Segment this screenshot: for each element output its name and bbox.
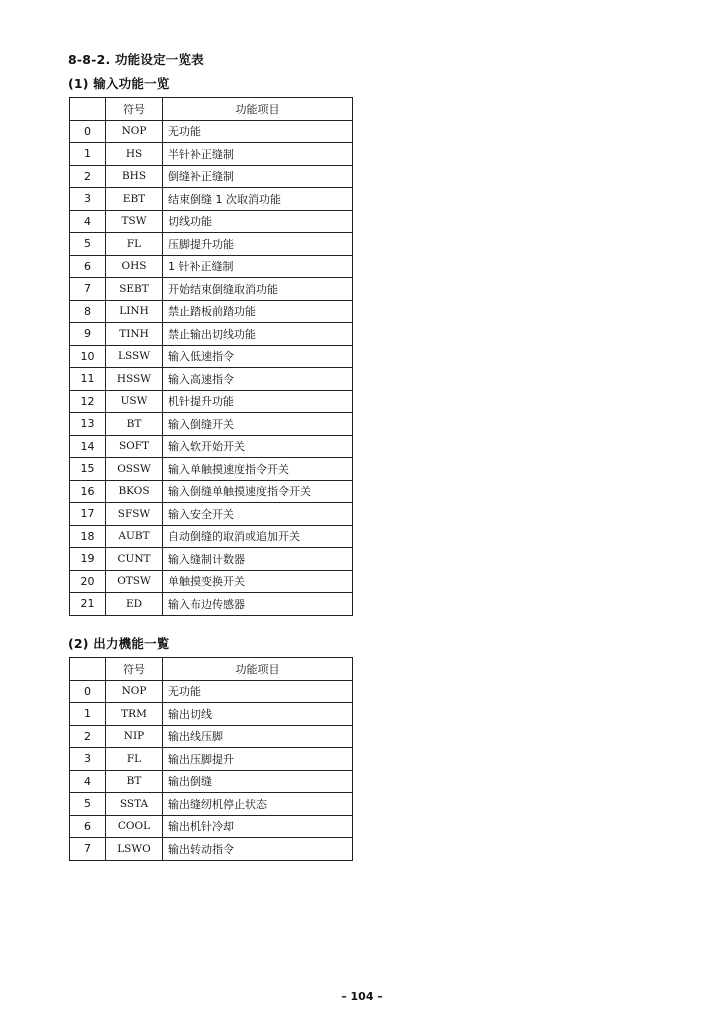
row-function: 压脚提升功能 bbox=[163, 233, 353, 256]
row-number: 15 bbox=[70, 458, 106, 481]
table-row bbox=[70, 233, 353, 256]
row-function: 输出压脚提升 bbox=[163, 748, 353, 771]
row-symbol: TSW bbox=[106, 210, 163, 233]
row-function: 机针提升功能 bbox=[163, 390, 353, 413]
row-function: 输入布边传感器 bbox=[163, 593, 353, 616]
header-symbol: 符号 bbox=[106, 658, 163, 681]
row-number: 7 bbox=[70, 278, 106, 301]
table-row bbox=[70, 458, 353, 481]
row-function: 输出转动指令 bbox=[163, 838, 353, 861]
row-symbol: LINH bbox=[106, 300, 163, 323]
row-symbol: USW bbox=[106, 390, 163, 413]
table-row bbox=[70, 480, 353, 503]
row-symbol: EBT bbox=[106, 188, 163, 211]
table-row bbox=[70, 210, 353, 233]
row-symbol: SOFT bbox=[106, 435, 163, 458]
row-symbol: LSWO bbox=[106, 838, 163, 861]
row-symbol: ED bbox=[106, 593, 163, 616]
table-row bbox=[70, 120, 353, 143]
row-number: 17 bbox=[70, 503, 106, 526]
row-function: 无功能 bbox=[163, 680, 353, 703]
row-function: 输入高速指令 bbox=[163, 368, 353, 391]
output-functions-table bbox=[69, 657, 353, 861]
row-number: 4 bbox=[70, 770, 106, 793]
table-row bbox=[70, 278, 353, 301]
row-symbol: OHS bbox=[106, 255, 163, 278]
row-symbol: NIP bbox=[106, 725, 163, 748]
row-function: 禁止输出切线功能 bbox=[163, 323, 353, 346]
row-function: 输出倒缝 bbox=[163, 770, 353, 793]
table-row bbox=[70, 815, 353, 838]
output-functions-title: (2) 出力機能一覧 bbox=[68, 636, 170, 651]
row-number: 20 bbox=[70, 570, 106, 593]
row-symbol: NOP bbox=[106, 680, 163, 703]
row-function: 1 针补正缝制 bbox=[163, 255, 353, 278]
table-row bbox=[70, 435, 353, 458]
row-number: 1 bbox=[70, 703, 106, 726]
row-number: 5 bbox=[70, 233, 106, 256]
row-number: 6 bbox=[70, 815, 106, 838]
table-row bbox=[70, 703, 353, 726]
row-symbol: FL bbox=[106, 233, 163, 256]
table-row bbox=[70, 300, 353, 323]
row-number: 14 bbox=[70, 435, 106, 458]
row-number: 0 bbox=[70, 120, 106, 143]
row-function: 无功能 bbox=[163, 120, 353, 143]
row-symbol: TRM bbox=[106, 703, 163, 726]
input-functions-title: (1) 输入功能一览 bbox=[68, 76, 170, 91]
table-row bbox=[70, 838, 353, 861]
table-row bbox=[70, 593, 353, 616]
row-function: 输入单触摸速度指令开关 bbox=[163, 458, 353, 481]
input-functions-table bbox=[69, 97, 353, 616]
row-number: 2 bbox=[70, 725, 106, 748]
row-number: 3 bbox=[70, 748, 106, 771]
row-number: 3 bbox=[70, 188, 106, 211]
row-function: 禁止踏板前踏功能 bbox=[163, 300, 353, 323]
table-row bbox=[70, 345, 353, 368]
row-symbol: BKOS bbox=[106, 480, 163, 503]
table-row bbox=[70, 548, 353, 571]
table-row bbox=[70, 680, 353, 703]
table-row bbox=[70, 368, 353, 391]
table-header-row bbox=[70, 658, 353, 681]
row-symbol: BHS bbox=[106, 165, 163, 188]
row-function: 开始结束倒缝取消功能 bbox=[163, 278, 353, 301]
page-number: – 104 – bbox=[341, 990, 383, 1003]
row-function: 输出线压脚 bbox=[163, 725, 353, 748]
row-function: 单触摸变换开关 bbox=[163, 570, 353, 593]
table-row bbox=[70, 143, 353, 166]
row-function: 结束倒缝 1 次取消功能 bbox=[163, 188, 353, 211]
row-number: 4 bbox=[70, 210, 106, 233]
row-function: 自动倒缝的取消或追加开关 bbox=[163, 525, 353, 548]
row-function: 输入倒缝开关 bbox=[163, 413, 353, 436]
table-row bbox=[70, 503, 353, 526]
header-function: 功能项目 bbox=[163, 98, 353, 121]
table-row bbox=[70, 525, 353, 548]
header-function: 功能项目 bbox=[163, 658, 353, 681]
row-symbol: COOL bbox=[106, 815, 163, 838]
header-no bbox=[70, 98, 106, 121]
row-function: 输出机针冷却 bbox=[163, 815, 353, 838]
table-row bbox=[70, 390, 353, 413]
row-function: 切线功能 bbox=[163, 210, 353, 233]
row-number: 11 bbox=[70, 368, 106, 391]
table-row bbox=[70, 413, 353, 436]
row-symbol: BT bbox=[106, 413, 163, 436]
row-symbol: BT bbox=[106, 770, 163, 793]
row-number: 5 bbox=[70, 793, 106, 816]
row-number: 1 bbox=[70, 143, 106, 166]
row-function: 输入低速指令 bbox=[163, 345, 353, 368]
row-number: 18 bbox=[70, 525, 106, 548]
row-number: 16 bbox=[70, 480, 106, 503]
row-number: 9 bbox=[70, 323, 106, 346]
row-function: 输入安全开关 bbox=[163, 503, 353, 526]
row-symbol: HS bbox=[106, 143, 163, 166]
row-number: 7 bbox=[70, 838, 106, 861]
table-row bbox=[70, 725, 353, 748]
row-symbol: AUBT bbox=[106, 525, 163, 548]
row-function: 输入软开始开关 bbox=[163, 435, 353, 458]
row-number: 21 bbox=[70, 593, 106, 616]
row-symbol: SSTA bbox=[106, 793, 163, 816]
row-symbol: CUNT bbox=[106, 548, 163, 571]
row-function: 输出切线 bbox=[163, 703, 353, 726]
table-row bbox=[70, 570, 353, 593]
row-function: 倒缝补正缝制 bbox=[163, 165, 353, 188]
table-row bbox=[70, 323, 353, 346]
row-function: 输入倒缝单触摸速度指令开关 bbox=[163, 480, 353, 503]
row-symbol: NOP bbox=[106, 120, 163, 143]
row-symbol: LSSW bbox=[106, 345, 163, 368]
header-symbol: 符号 bbox=[106, 98, 163, 121]
table-row bbox=[70, 770, 353, 793]
row-number: 8 bbox=[70, 300, 106, 323]
row-symbol: OTSW bbox=[106, 570, 163, 593]
row-function: 输出缝纫机停止状态 bbox=[163, 793, 353, 816]
table-row bbox=[70, 748, 353, 771]
row-symbol: HSSW bbox=[106, 368, 163, 391]
row-symbol: FL bbox=[106, 748, 163, 771]
row-symbol: SFSW bbox=[106, 503, 163, 526]
table-row bbox=[70, 165, 353, 188]
row-number: 13 bbox=[70, 413, 106, 436]
section-title: 8-8-2. 功能设定一览表 bbox=[68, 52, 204, 67]
row-number: 19 bbox=[70, 548, 106, 571]
table-row bbox=[70, 188, 353, 211]
row-function: 半针补正缝制 bbox=[163, 143, 353, 166]
row-symbol: OSSW bbox=[106, 458, 163, 481]
row-number: 2 bbox=[70, 165, 106, 188]
row-number: 6 bbox=[70, 255, 106, 278]
header-no bbox=[70, 658, 106, 681]
row-function: 输入缝制计数器 bbox=[163, 548, 353, 571]
row-symbol: SEBT bbox=[106, 278, 163, 301]
row-number: 12 bbox=[70, 390, 106, 413]
table-header-row bbox=[70, 98, 353, 121]
row-symbol: TINH bbox=[106, 323, 163, 346]
row-number: 10 bbox=[70, 345, 106, 368]
table-row bbox=[70, 255, 353, 278]
row-number: 0 bbox=[70, 680, 106, 703]
table-row bbox=[70, 793, 353, 816]
